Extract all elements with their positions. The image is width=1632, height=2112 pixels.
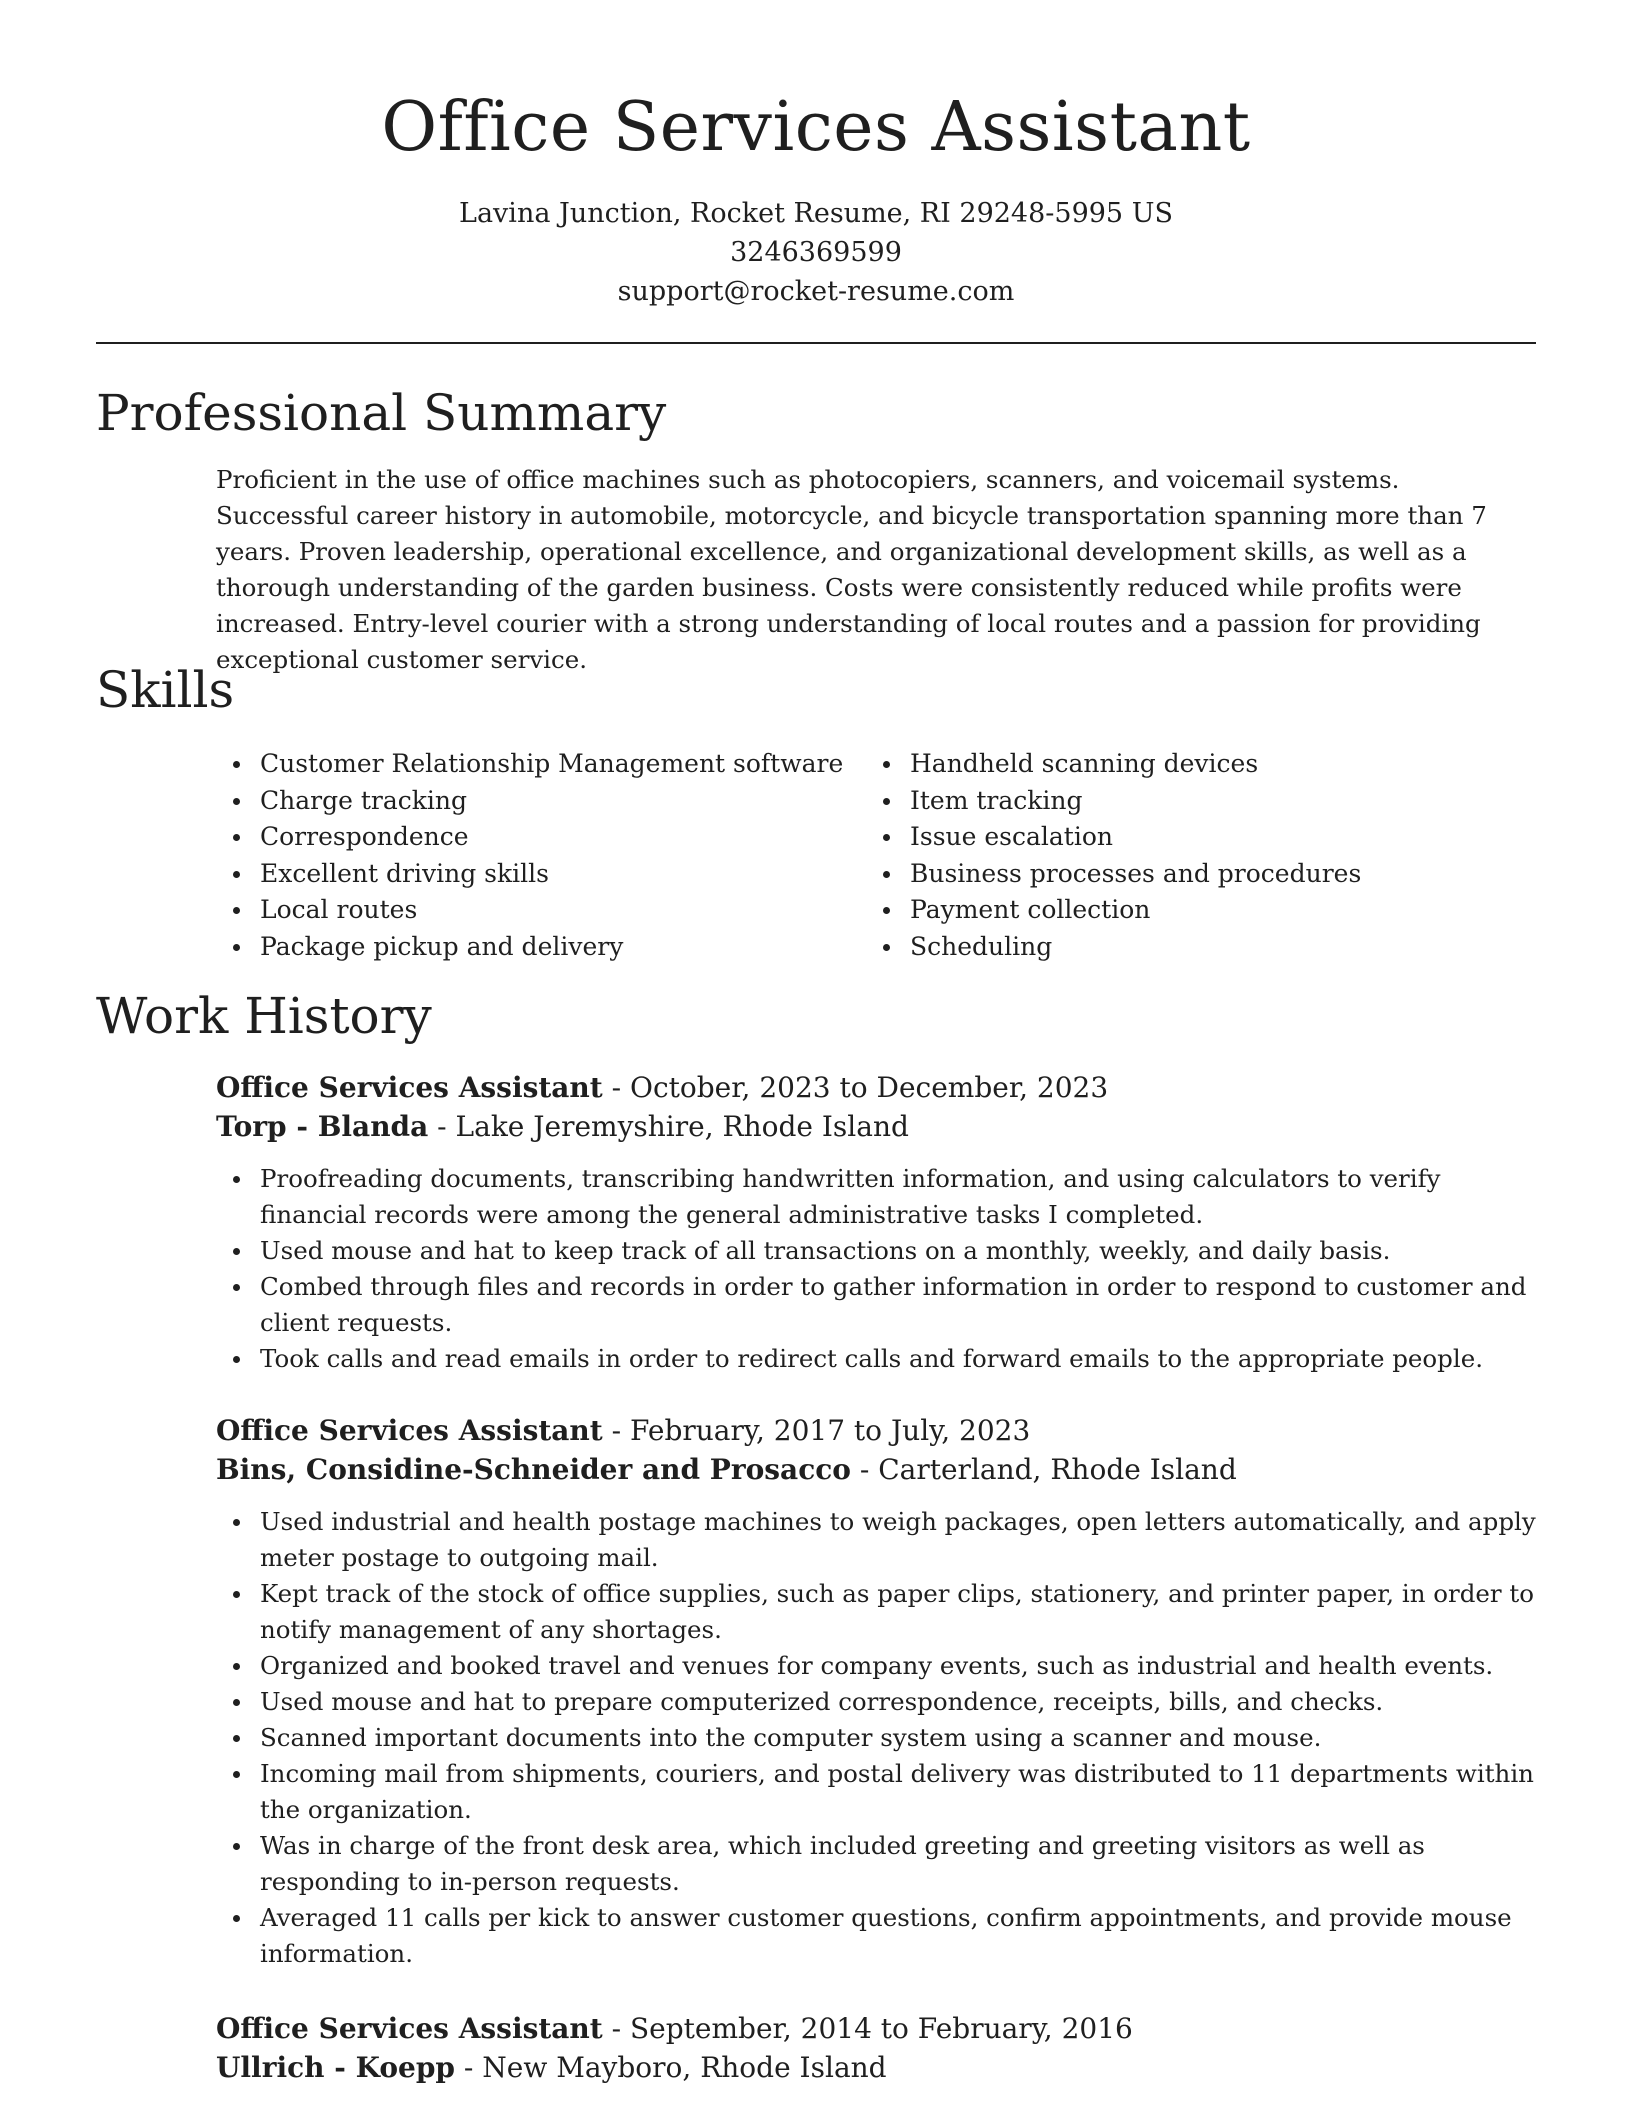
job-entry-3 <box>216 2009 1536 2087</box>
resume-header <box>96 80 1536 311</box>
job-bullet: Combed through files and records in order to gather information in order to respond to customer and client requests. <box>260 1269 1536 1341</box>
job-bullets <box>216 1161 1536 1377</box>
header-divider <box>96 342 1536 344</box>
skill-item: Item tracking <box>910 783 1361 820</box>
contact-phone: 3246369599 <box>730 237 902 268</box>
job-title-line: Office Services Assistant - October, 2023 to December, 2023 <box>216 1071 1109 1104</box>
job-bullet: Used industrial and health postage machines to weigh packages, open letters automatically, and apply meter postage to outgoing mail. <box>260 1504 1536 1576</box>
job-location: Lake Jeremyshire, Rhode Island <box>455 1110 909 1143</box>
skill-item: Scheduling <box>910 929 1361 966</box>
candidate-name: Office Services Assistant <box>381 88 1251 167</box>
job-bullet: Took calls and read emails in order to redirect calls and forward emails to the appropriate people. <box>260 1341 1536 1377</box>
job-entry-1 <box>216 1068 1536 1377</box>
job-company-line: Bins, Considine-Schneider and Prosacco - Carterland, Rhode Island <box>216 1453 1237 1486</box>
job-title: Office Services Assistant <box>216 1071 603 1104</box>
contact-address: Lavina Junction, Rocket Resume, RI 29248-5995 US <box>459 198 1173 229</box>
job-bullet: Was in charge of the front desk area, which included greeting and greeting visitors as well as responding to in-person requests. <box>260 1828 1536 1900</box>
job-bullet: Used mouse and hat to keep track of all transactions on a monthly, weekly, and daily basis. <box>260 1233 1536 1269</box>
job-company: Ullrich - Koepp <box>216 2051 455 2084</box>
job-title-line: Office Services Assistant - September, 2014 to February, 2016 <box>216 2012 1133 2045</box>
job-bullet: Used mouse and hat to prepare computerized correspondence, receipts, bills, and checks. <box>260 1684 1536 1720</box>
job-dates: September, 2014 to February, 2016 <box>629 2012 1133 2045</box>
job-bullet: Proofreading documents, transcribing handwritten information, and using calculators to verify financial records were among the general administrative tasks I completed. <box>260 1161 1536 1233</box>
skills-list <box>216 746 1536 966</box>
work-history-heading: Work History <box>96 987 432 1045</box>
job-location: Carterland, Rhode Island <box>878 1453 1237 1486</box>
job-entry-2 <box>216 1411 1536 1972</box>
job-company-line: Ullrich - Koepp - New Mayboro, Rhode Island <box>216 2051 887 2084</box>
job-title: Office Services Assistant <box>216 1414 603 1447</box>
skill-item: Payment collection <box>910 892 1361 929</box>
job-bullet: Organized and booked travel and venues for company events, such as industrial and health events. <box>260 1648 1536 1684</box>
job-bullet: Kept track of the stock of office supplies, such as paper clips, stationery, and printer paper, in order to notify management of any shortages. <box>260 1576 1536 1648</box>
job-location: New Mayboro, Rhode Island <box>482 2051 887 2084</box>
job-dates: October, 2023 to December, 2023 <box>629 1071 1109 1104</box>
skills-column-2 <box>866 746 1361 966</box>
skill-item: Handheld scanning devices <box>910 746 1361 783</box>
contact-email: support@rocket-resume.com <box>617 276 1015 307</box>
summary-text: Proficient in the use of office machines such as photocopiers, scanners, and voicemail systems. Successful career history in automobile, motorcycle, and bicycle transportation spanning more than 7 years. Proven leadership, operational excellence, and organizational development skills, as well as a thorough understanding of the garden business. Costs were consistently reduced while profits were increased. Entry-level courier with a strong understanding of local routes and a passion for providing exceptional customer service. <box>216 465 1487 674</box>
skills-column-1 <box>216 746 866 966</box>
job-bullet: Averaged 11 calls per kick to answer customer questions, confirm appointments, and provide mouse information. <box>260 1900 1536 1972</box>
skill-item: Excellent driving skills <box>260 856 866 893</box>
job-company-line: Torp - Blanda - Lake Jeremyshire, Rhode Island <box>216 1110 909 1143</box>
skill-item: Correspondence <box>260 819 866 856</box>
job-dates: February, 2017 to July, 2023 <box>629 1414 1031 1447</box>
job-company: Bins, Considine-Schneider and Prosacco <box>216 1453 851 1486</box>
job-bullet: Incoming mail from shipments, couriers, and postal delivery was distributed to 11 departments within the organization. <box>260 1756 1536 1828</box>
skill-item: Package pickup and delivery <box>260 929 866 966</box>
skill-item: Customer Relationship Management software <box>260 746 866 783</box>
skill-item: Issue escalation <box>910 819 1361 856</box>
summary-heading: Professional Summary <box>96 384 667 442</box>
job-title-line: Office Services Assistant - February, 2017 to July, 2023 <box>216 1414 1031 1447</box>
skill-item: Charge tracking <box>260 783 866 820</box>
skill-item: Business processes and procedures <box>910 856 1361 893</box>
job-title: Office Services Assistant <box>216 2012 603 2045</box>
skill-item: Local routes <box>260 892 866 929</box>
job-bullets <box>216 1504 1536 1972</box>
job-bullet: Scanned important documents into the computer system using a scanner and mouse. <box>260 1720 1536 1756</box>
job-company: Torp - Blanda <box>216 1110 429 1143</box>
skills-heading: Skills <box>96 661 235 719</box>
